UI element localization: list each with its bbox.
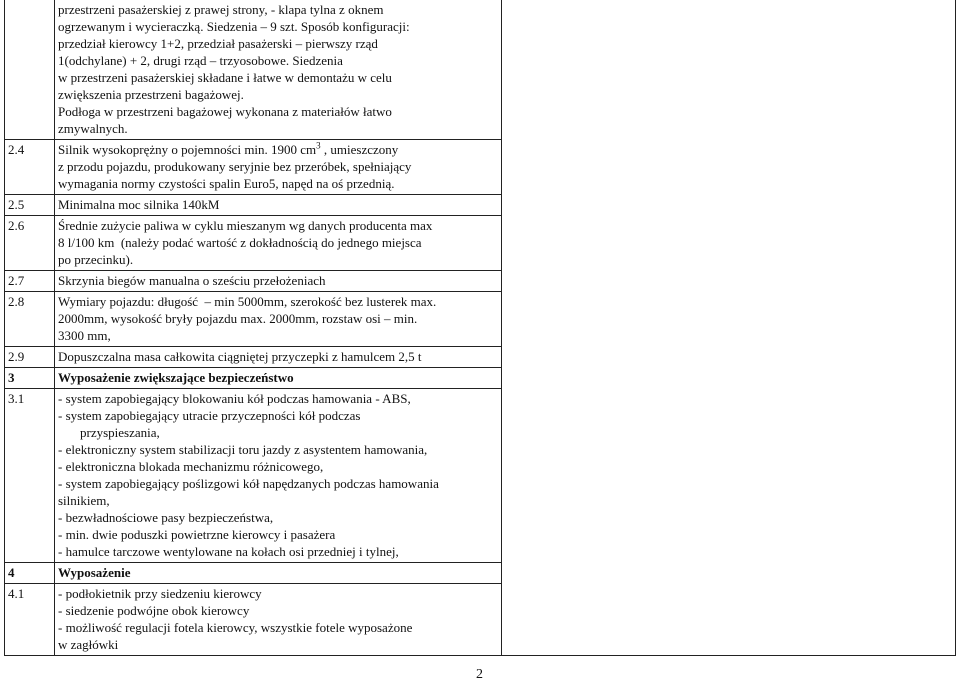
text-line: zmywalnych. [58,121,128,136]
row-number: 4.1 [5,584,55,656]
text-line: po przecinku). [58,252,134,267]
row-number: 2.7 [5,271,55,292]
row-description: Minimalna moc silnika 140kM [55,195,502,216]
specification-table [4,0,956,656]
list-item: - bezwładnościowe pasy bezpieczeństwa, [58,510,274,525]
section-number: 4 [5,563,55,584]
section-title: Wyposażenie zwiększające bezpieczeństwo [55,368,502,389]
list-item: - elektroniczna blokada mechanizmu różnicowego, [58,459,324,474]
row-description [55,389,502,563]
row-description: Skrzynia biegów manualna o sześciu przełożeniach [55,271,502,292]
section-number: 3 [5,368,55,389]
text-line: 2000mm, wysokość bryły pojazdu max. 2000mm, rozstaw osi – min. [58,311,418,326]
text-line: przedział kierowcy 1+2, przedział pasażerski – pierwszy rząd [58,36,378,51]
list-item: - możliwość regulacji fotela kierowcy, wszystkie fotele wyposażone [58,620,413,635]
list-item-continuation: w zagłówki [58,637,119,652]
list-item: - hamulce tarczowe wentylowane na kołach osi przedniej i tylnej, [58,544,399,559]
text-line: Wymiary pojazdu: długość – min 5000mm, szerokość bez lusterek max. [58,294,437,309]
offer-column [502,0,956,656]
list-item-continuation: przyspieszania, [80,425,160,440]
text-line: w przestrzeni pasażerskiej składane i łatwe w demontażu w celu [58,70,392,85]
section-title: Wyposażenie [55,563,502,584]
list-item: - elektroniczny system stabilizacji toru jazdy z asystentem hamowania, [58,442,428,457]
text-line: 3300 mm, [58,328,111,343]
list-item: - system zapobiegający poślizgowi kół napędzanych podczas hamowania [58,476,439,491]
engine-capacity-text: Silnik wysokoprężny o pojemności min. 1900 cm [58,142,317,157]
list-item: - system zapobiegający blokowaniu kół podczas hamowania - ABS, [58,391,411,406]
text-line: przestrzeni pasażerskiej z prawej strony, - klapa tylna z oknem [58,2,384,17]
row-description [55,216,502,271]
text-line: zwiększenia przestrzeni bagażowej. [58,87,244,102]
page-number: 2 [476,667,483,682]
list-item: - min. dwie poduszki powietrzne kierowcy i pasażera [58,527,336,542]
row-description [55,292,502,347]
text-line: z przodu pojazdu, produkowany seryjnie bez przeróbek, spełniający [58,159,412,174]
text-line: 8 l/100 km (należy podać wartość z dokładnością do jednego miejsca [58,235,422,250]
list-item-continuation: silnikiem, [58,493,110,508]
row-description [55,0,502,140]
text-line: Podłoga w przestrzeni bagażowej wykonana z materiałów łatwo [58,104,392,119]
row-number: 2.8 [5,292,55,347]
text-line [58,141,499,158]
row-number: 3.1 [5,389,55,563]
text-line: wymagania normy czystości spalin Euro5, napęd na oś przednią. [58,176,395,191]
row-description [55,584,502,656]
row-number: 2.9 [5,347,55,368]
row-number [5,0,55,140]
row-description [55,140,502,195]
engine-location-text: , umieszczony [320,142,399,157]
list-item: - siedzenie podwójne obok kierowcy [58,603,250,618]
row-description: Dopuszczalna masa całkowita ciągniętej przyczepki z hamulcem 2,5 t [55,347,502,368]
text-line: Średnie zużycie paliwa w cyklu mieszanym wg danych producenta max [58,218,433,233]
list-item: - system zapobiegający utracie przyczepności kół podczas [58,408,361,423]
row-number: 2.6 [5,216,55,271]
row-number: 2.5 [5,195,55,216]
superscript: 3 [316,140,321,151]
row-number: 2.4 [5,140,55,195]
list-item: - podłokietnik przy siedzeniu kierowcy [58,586,262,601]
text-line: 1(odchylane) + 2, drugi rząd – trzyosobowe. Siedzenia [58,53,343,68]
table-row [5,0,956,140]
text-line: ogrzewanym i wycieraczką. Siedzenia – 9 szt. Sposób konfiguracji: [58,19,410,34]
